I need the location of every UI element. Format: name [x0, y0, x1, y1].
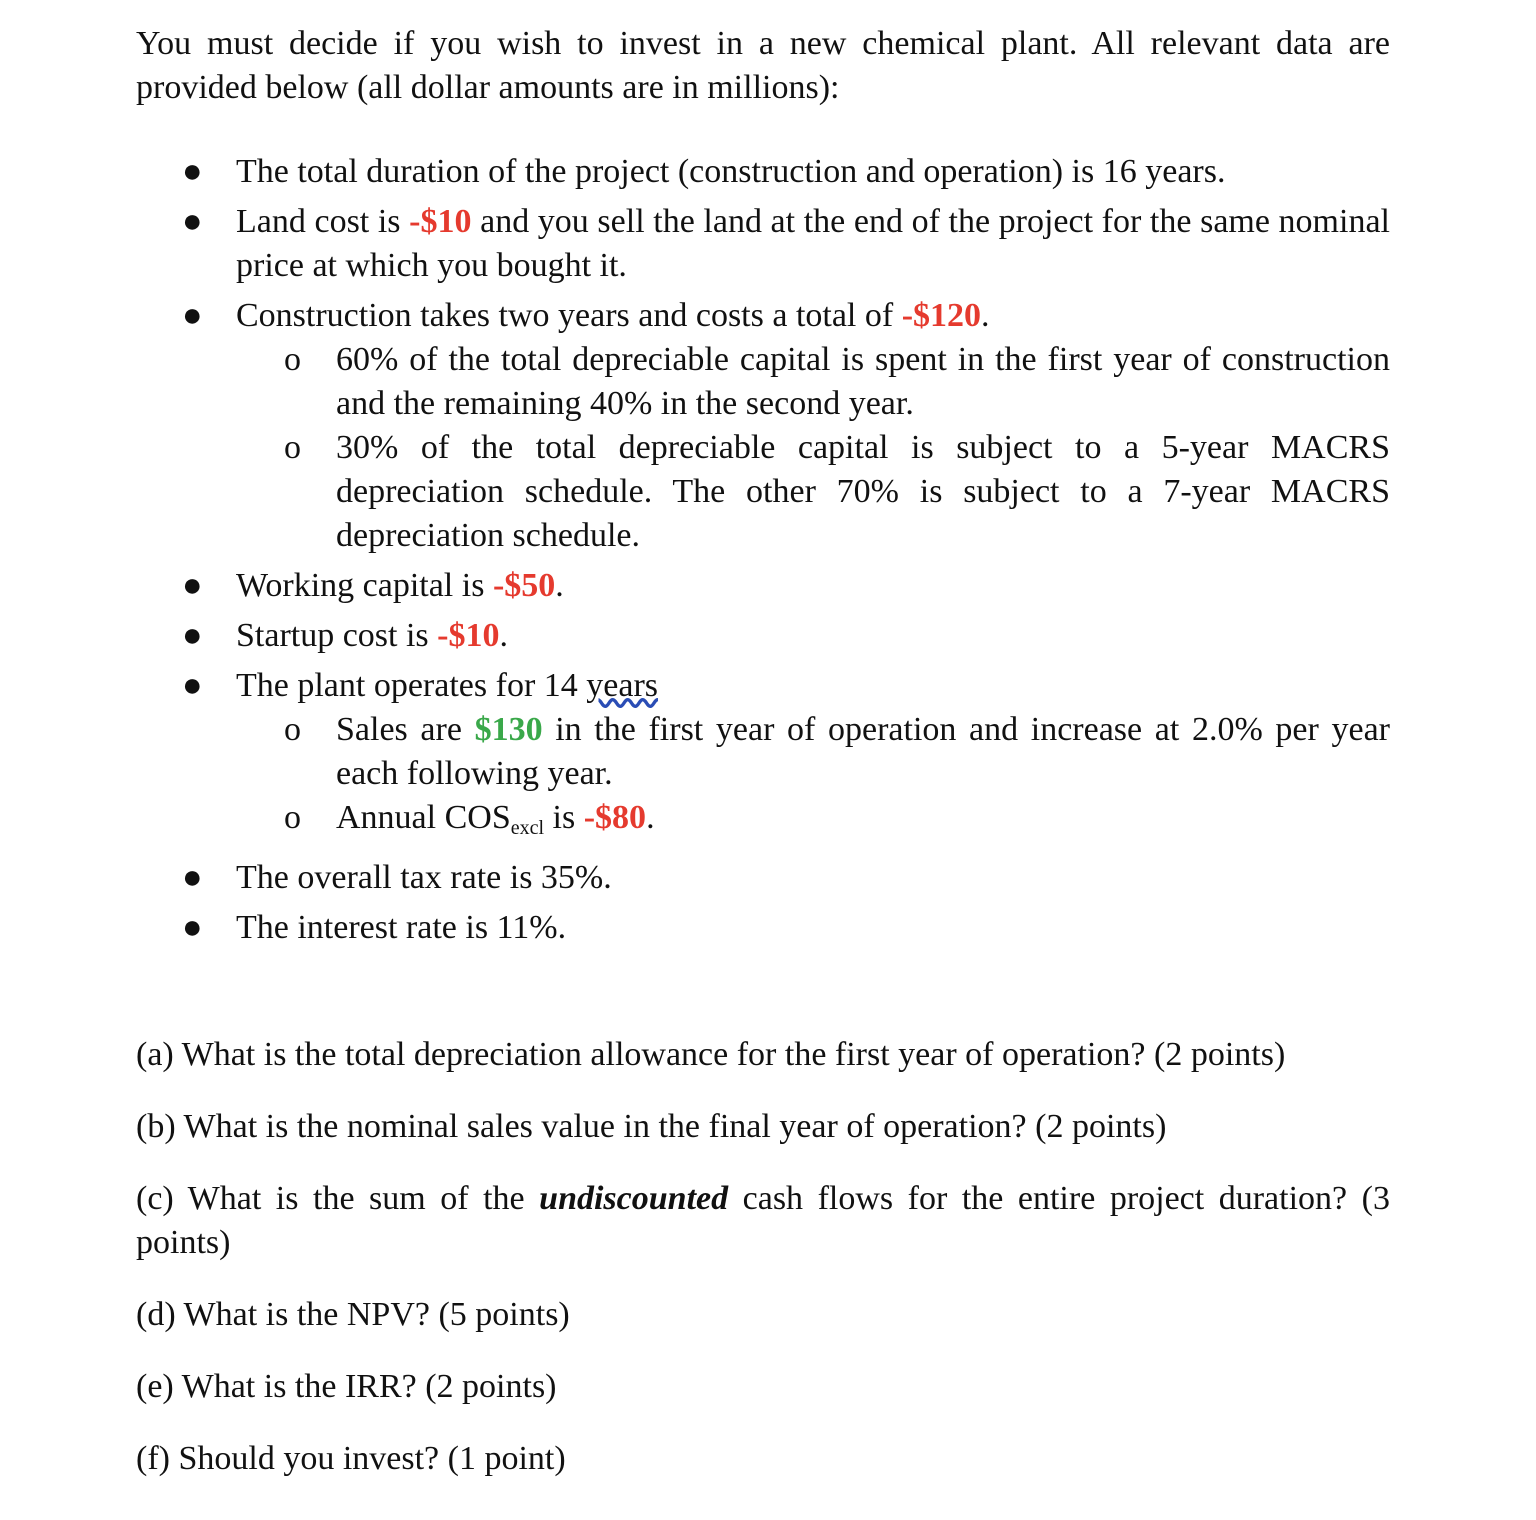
- question-c-pre: (c) What is the sum of the: [136, 1180, 540, 1217]
- bullet-icon: ●: [182, 153, 203, 190]
- intro-paragraph: You must decide if you wish to invest in a new chemical plant. All relevant data are provided below (all dollar amounts are in millions):: [136, 25, 1390, 106]
- sales-text-pre: Sales are: [336, 711, 475, 748]
- sales-value: $130: [474, 711, 543, 748]
- cos-text-post: .: [646, 799, 655, 836]
- circle-bullet-icon: o: [284, 711, 301, 748]
- working-capital-text-pre: Working capital is: [236, 567, 493, 604]
- circle-bullet-icon: o: [284, 429, 301, 466]
- sub-list-item: [236, 338, 1390, 426]
- sub-list-item: [236, 426, 1390, 558]
- list-item: [136, 150, 1390, 194]
- operation-text-pre: The plant operates for 14: [236, 667, 587, 704]
- macrs-text: 30% of the total depreciable capital is subject to a 5-year MACRS depreciation schedule. The other 70% is subject to a 7-year MACRS depreciation schedule.: [336, 429, 1390, 554]
- construction-text-pre: Construction takes two years and costs a total of: [236, 297, 902, 334]
- sub-list-item: [236, 796, 1390, 850]
- list-item: [136, 200, 1390, 288]
- question-e: (e) What is the IRR? (2 points): [136, 1368, 557, 1405]
- land-text-pre: Land cost is: [236, 203, 410, 240]
- working-capital-value: -$50: [492, 567, 556, 604]
- operation-sub-list: [236, 708, 1390, 850]
- years-spellcheck-word: years: [586, 667, 659, 704]
- bullet-icon: ●: [182, 567, 203, 604]
- construction-text-post: .: [981, 297, 990, 334]
- duration-text: The total duration of the project (construction and operation) is 16 years.: [236, 153, 1226, 190]
- problem-statement: [136, 22, 1390, 956]
- bullet-icon: ●: [182, 297, 203, 334]
- sales-text-post: in the first year of operation and increase at 2.0% per year each following year.: [336, 711, 1390, 792]
- question-d: (d) What is the NPV? (5 points): [136, 1296, 570, 1333]
- bullet-icon: ●: [182, 203, 203, 240]
- sub-list-item: [236, 708, 1390, 796]
- question-f: (f) Should you invest? (1 point): [136, 1440, 566, 1477]
- construction-sub-list: [236, 338, 1390, 558]
- question-c-post: cash flows for the entire project duration? (3 points): [136, 1180, 1390, 1261]
- tax-rate-text: The overall tax rate is 35%.: [236, 859, 612, 896]
- list-item: [136, 294, 1390, 558]
- circle-bullet-icon: o: [284, 341, 301, 378]
- cos-text-pre: Annual COS: [336, 799, 511, 836]
- land-cost-value: -$10: [409, 203, 472, 240]
- question-c-emphasis: undiscounted: [539, 1180, 729, 1217]
- circle-bullet-icon: o: [284, 799, 301, 836]
- list-item: [136, 906, 1390, 950]
- construction-cost-value: -$120: [901, 297, 982, 334]
- question-a: (a) What is the total depreciation allowance for the first year of operation? (2 points): [136, 1036, 1286, 1073]
- question-b: (b) What is the nominal sales value in the final year of operation? (2 points): [136, 1108, 1167, 1145]
- list-item: [136, 614, 1390, 658]
- working-capital-text-post: .: [555, 567, 564, 604]
- startup-cost-value: -$10: [437, 617, 500, 654]
- cos-value: -$80: [583, 799, 647, 836]
- interest-rate-text: The interest rate is 11%.: [236, 909, 567, 946]
- list-item: [136, 856, 1390, 900]
- list-item: [136, 564, 1390, 608]
- cos-subscript: excl: [510, 817, 545, 839]
- land-text-post: and you sell the land at the end of the project for the same nominal price at which you bought it.: [236, 203, 1390, 284]
- cos-text-mid: is: [544, 799, 584, 836]
- capital-split-text: 60% of the total depreciable capital is spent in the first year of construction and the remaining 40% in the second year.: [336, 341, 1390, 422]
- startup-text-pre: Startup cost is: [236, 617, 438, 654]
- bullet-icon: ●: [182, 909, 203, 946]
- list-item: [136, 664, 1390, 850]
- bullet-icon: ●: [182, 859, 203, 896]
- startup-text-post: .: [499, 617, 508, 654]
- bullet-icon: ●: [182, 617, 203, 654]
- bullet-icon: ●: [182, 667, 203, 704]
- question-c: [136, 1177, 1390, 1265]
- data-bullet-list: [136, 150, 1390, 950]
